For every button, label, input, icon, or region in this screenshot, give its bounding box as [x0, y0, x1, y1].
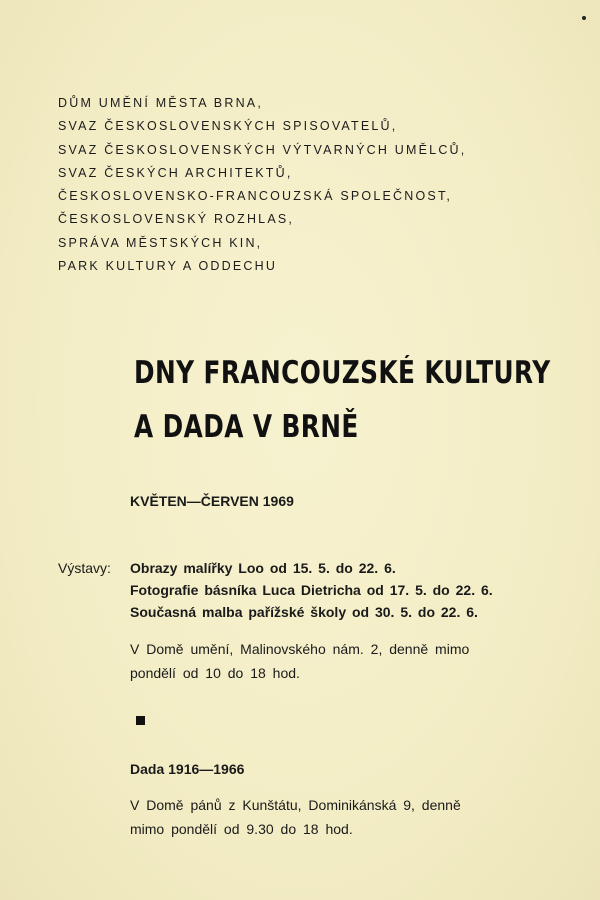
- venue-line-2: pondělí od 10 do 18 hod.: [130, 665, 300, 681]
- dada-venue-line-2: mimo pondělí od 9.30 do 18 hod.: [130, 821, 353, 837]
- dada-venue: [130, 793, 540, 841]
- venue-line-1: V Domě umění, Malinovského nám. 2, denně mimo: [130, 641, 470, 657]
- exhibitions-venue: [130, 637, 540, 685]
- event-headline: [134, 346, 551, 454]
- headline-line-2: A DADA V BRNĚ: [134, 409, 359, 445]
- exhibition-item: Fotografie básníka Luca Dietricha od 17. 5. do 22. 6.: [130, 582, 493, 598]
- dada-exhibition-title: Dada 1916—1966: [130, 761, 245, 777]
- headline-line-1: DNY FRANCOUZSKÉ KULTURY: [134, 355, 551, 391]
- dada-venue-line-1: V Domě pánů z Kunštátu, Dominikánská 9, denně: [130, 797, 461, 813]
- organizer-item: DŮM UMĚNÍ MĚSTA BRNA,: [58, 96, 264, 110]
- organizer-item: PARK KULTURY A ODDECHU: [58, 259, 278, 274]
- event-dates: KVĚTEN—ČERVEN 1969: [130, 493, 294, 509]
- organizer-item: SPRÁVA MĚSTSKÝCH KIN,: [58, 235, 263, 250]
- organizer-item: SVAZ ČESKOSLOVENSKÝCH VÝTVARNÝCH UMĚLCŮ,: [58, 142, 467, 157]
- organizer-item: SVAZ ČESKÝCH ARCHITEKTŮ,: [58, 165, 293, 180]
- exhibition-item: Obrazy malířky Loo od 15. 5. do 22. 6.: [130, 560, 396, 576]
- square-bullet-icon: [136, 716, 145, 725]
- organizers-list: [58, 92, 466, 278]
- organizer-item: ČESKOSLOVENSKO-FRANCOUZSKÁ SPOLEČNOST,: [58, 189, 453, 204]
- exhibitions-list: [130, 557, 493, 623]
- exhibition-item: Současná malba pařížské školy od 30. 5. do 22. 6.: [130, 604, 478, 620]
- organizer-item: ČESKOSLOVENSKÝ ROZHLAS,: [58, 212, 295, 227]
- exhibitions-label: Výstavy:: [58, 560, 111, 576]
- corner-dot-mark: [582, 16, 586, 20]
- organizer-item: SVAZ ČESKOSLOVENSKÝCH SPISOVATELŮ,: [58, 119, 398, 134]
